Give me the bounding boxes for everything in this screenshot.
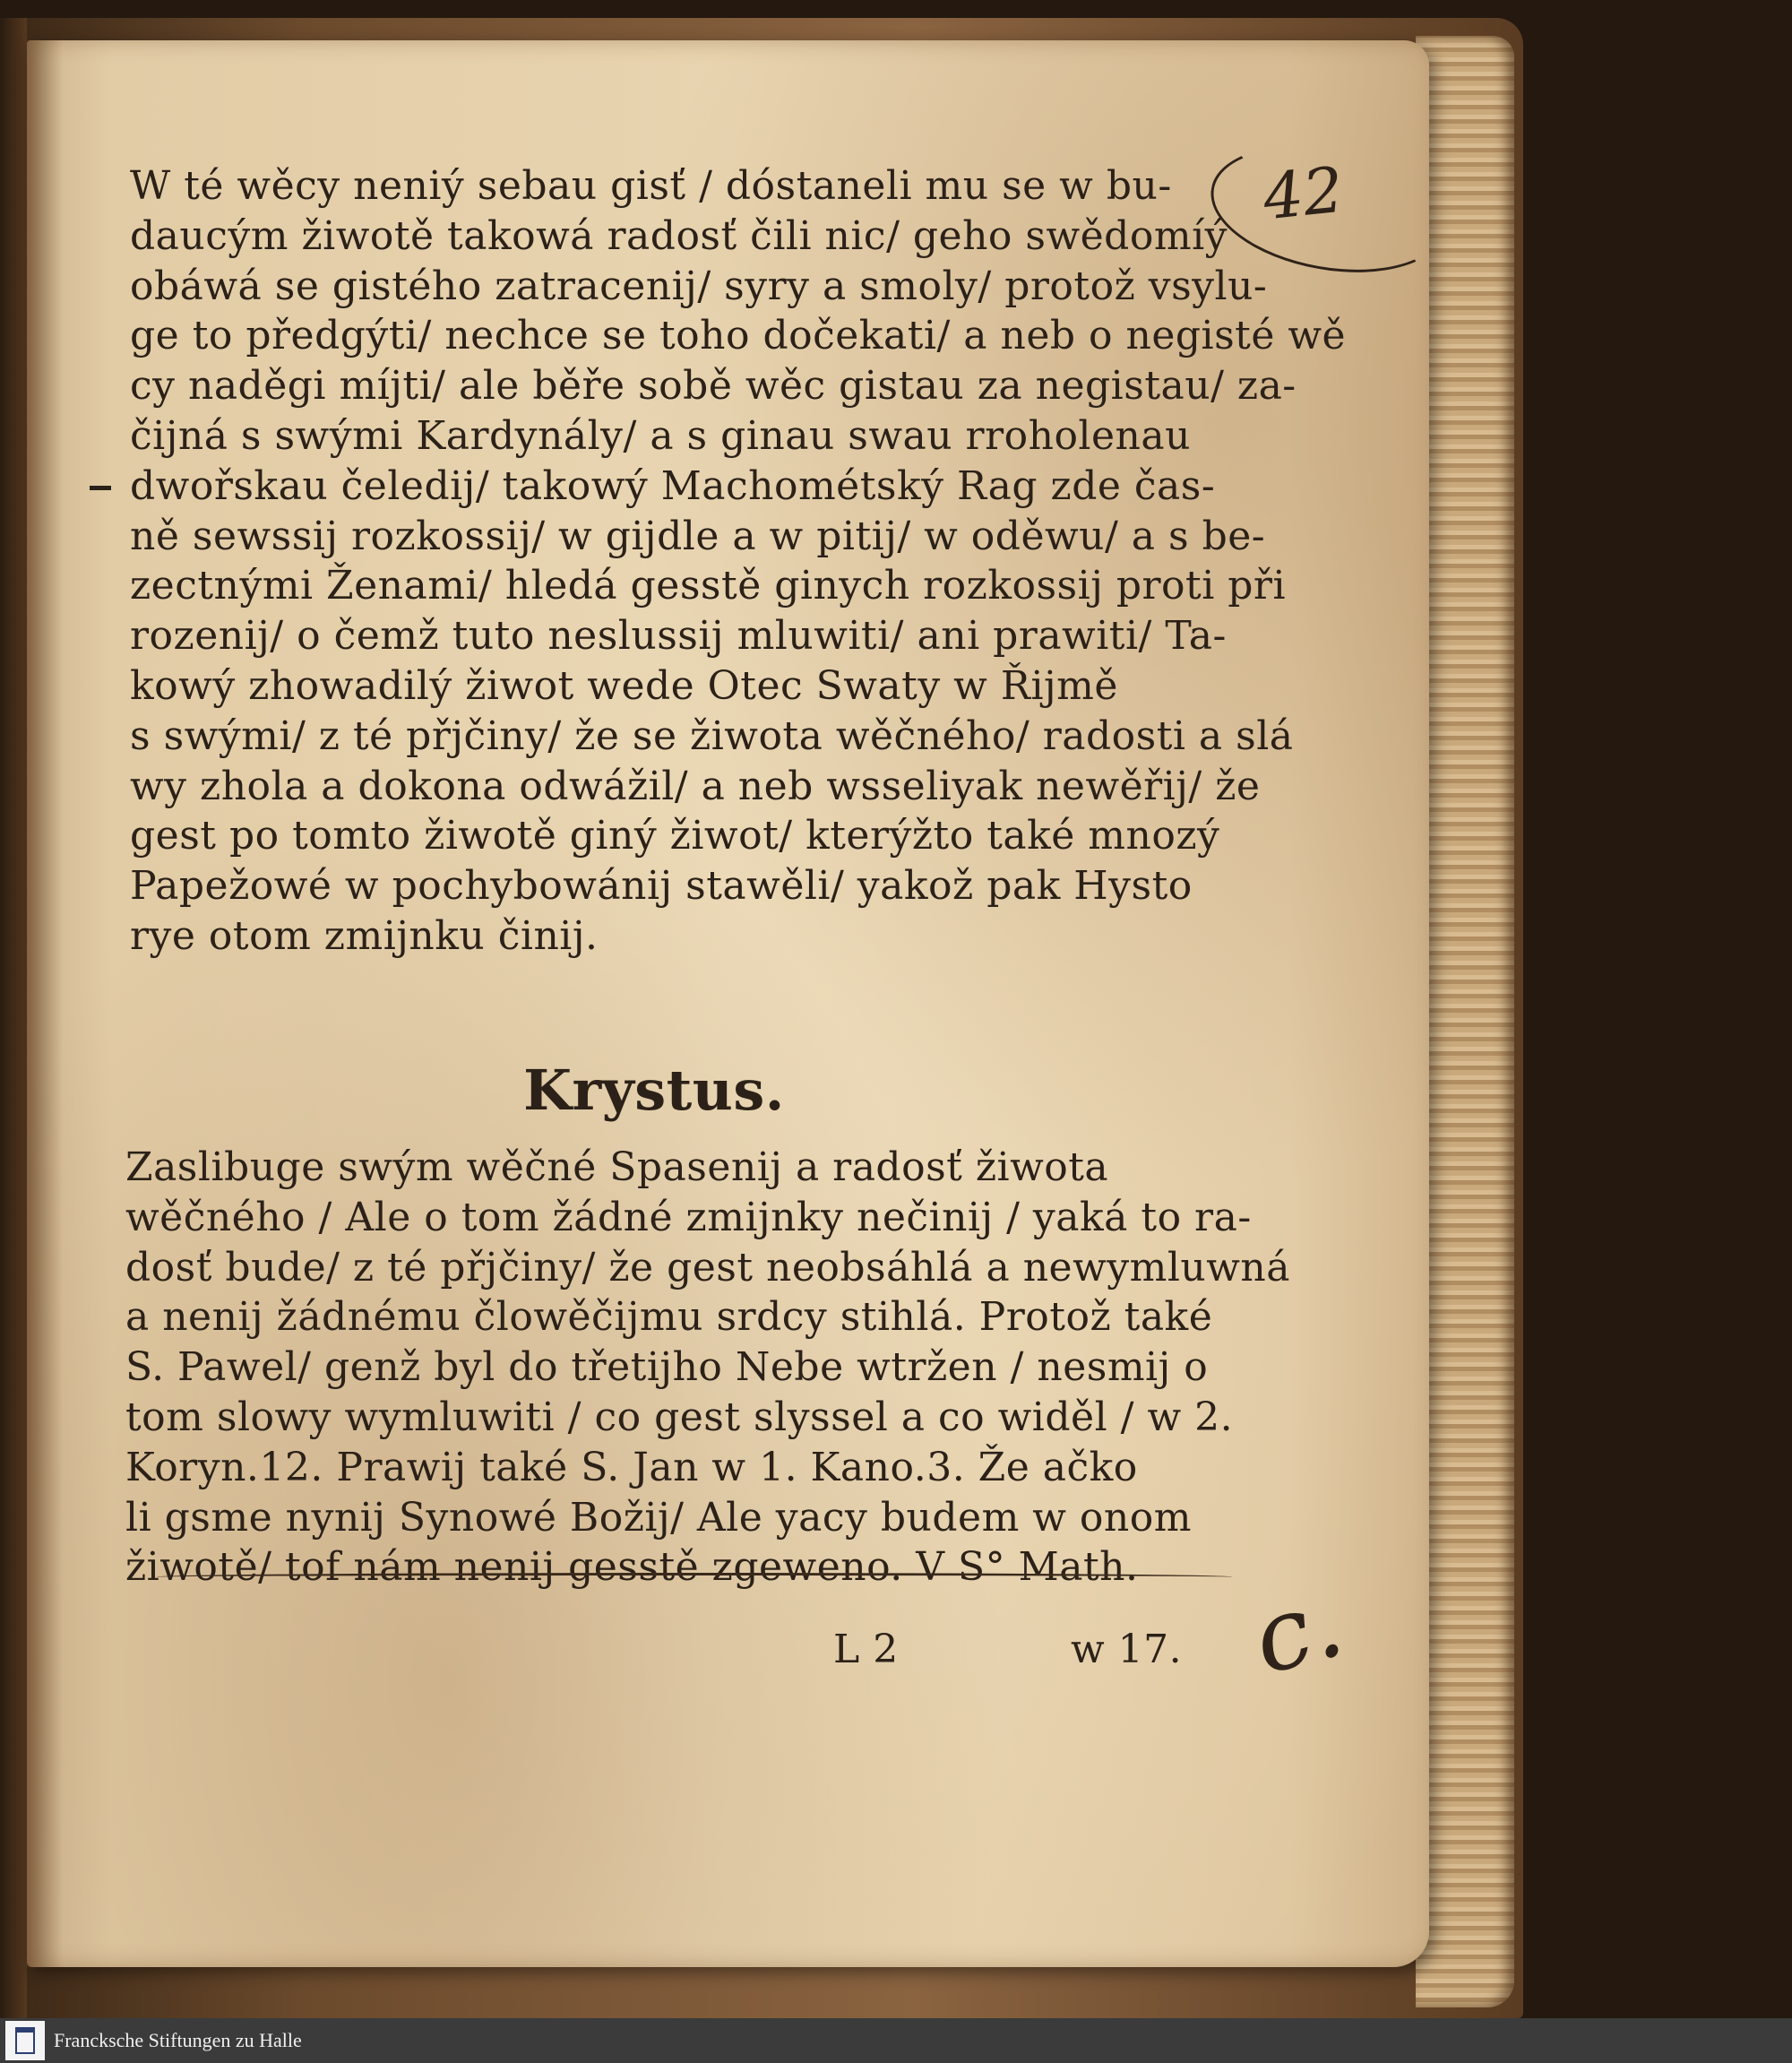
handwritten-underline [157, 1573, 1232, 1581]
text-line: dosť bude/ z té přjčiny/ že gest neobsáhlá a newymluwná [125, 1244, 1290, 1290]
institution-logo-icon[interactable] [5, 2021, 45, 2060]
text-line: wy zhola a dokona odwážil/ a neb wsseliyak newěřij/ že [130, 763, 1261, 809]
text-line: a nenij žádnému člowěčijmu srdcy stihlá. Protož také [125, 1294, 1213, 1341]
page-edges [1416, 36, 1514, 2007]
margin-dash [90, 486, 111, 490]
text-line: S. Pawel/ genž byl do třetijho Nebe wtržen / nesmij o [125, 1344, 1209, 1391]
text-line: obáwá se gistého zatracenij/ syry a smoly/ protož vsylu- [130, 263, 1268, 309]
text-line: s swými/ z té přjčiny/ že se žiwota wěčného/ radosti a slá [130, 712, 1294, 759]
handwritten-folio-number: 42 [1259, 152, 1348, 235]
text-line: čijná s swými Kardynály/ a s ginau swau rroholenau [130, 412, 1191, 459]
text-line: ge to předgýti/ nechce se toho dočekati/ a neb o negisté wě [130, 313, 1347, 359]
page-gutter-shadow [27, 40, 63, 1967]
text-line: W té wěcy neniý sebau gisť / dóstaneli mu se w bu- [130, 163, 1172, 209]
text-line: gest po tomto žiwotě giný žiwot/ kterýžto také mnozý [130, 813, 1220, 859]
text-line: rye otom zmijnku činij. [130, 912, 599, 959]
text-line: Koryn.12. Prawij také S. Jan w 1. Kano.3. Že ačko [125, 1444, 1138, 1490]
text-line: rozenij/ o čemž tuto neslussij mluwiti/ ani prawiti/ Ta- [130, 613, 1227, 660]
text-line: ně sewssij rozkossij/ w gijdle a w pitij/ w oděwu/ a s be- [130, 513, 1266, 559]
text-line: tom slowy wymluwiti / co gest slyssel a co widěl / w 2. [125, 1394, 1234, 1440]
text-line: cy naděgi míjti/ ale běře sobě wěc gistau za negistau/ za- [130, 363, 1297, 410]
text-line: zectnými Ženami/ hledá gesstě ginych rozkossij proti při [130, 563, 1287, 609]
footer-bar [0, 2018, 1792, 2063]
text-line: li gsme nynij Synowé Božij/ Ale yacy budem w onom [125, 1494, 1192, 1541]
catchword: w 17. [1071, 1627, 1183, 1672]
text-line: dwořskau čeledij/ takowý Machométský Rag zde čas- [130, 462, 1216, 509]
text-line: kowý zhowadilý žiwot wede Otec Swaty w Řijmě [130, 662, 1118, 709]
institution-name[interactable]: Francksche Stiftungen zu Halle [54, 2029, 302, 2051]
signature-mark: L 2 [833, 1627, 899, 1672]
book-page [27, 40, 1429, 1967]
book-spine [0, 18, 27, 2018]
text-line: Papežowé w pochybowánij stawěli/ yakož pak Hysto [130, 863, 1193, 910]
paragraph-2 [125, 1143, 1290, 1593]
text-line: žiwotě/ tof nám nenij gesstě zgeweno. V S° Math. [125, 1544, 1139, 1591]
section-heading: Krystus. [523, 1057, 785, 1123]
logo-glyph [15, 2027, 35, 2054]
text-line: Zaslibuge swým wěčné Spasenij a radosť žiwota [125, 1144, 1109, 1190]
text-line: wěčného / Ale o tom žádné zmijnky nečinij / yaká to ra- [125, 1194, 1252, 1240]
text-line: daucým žiwotě takowá radosť čili nic/ geho swědomíý [130, 212, 1228, 259]
handwritten-margin-mark: c. [1241, 1563, 1355, 1697]
